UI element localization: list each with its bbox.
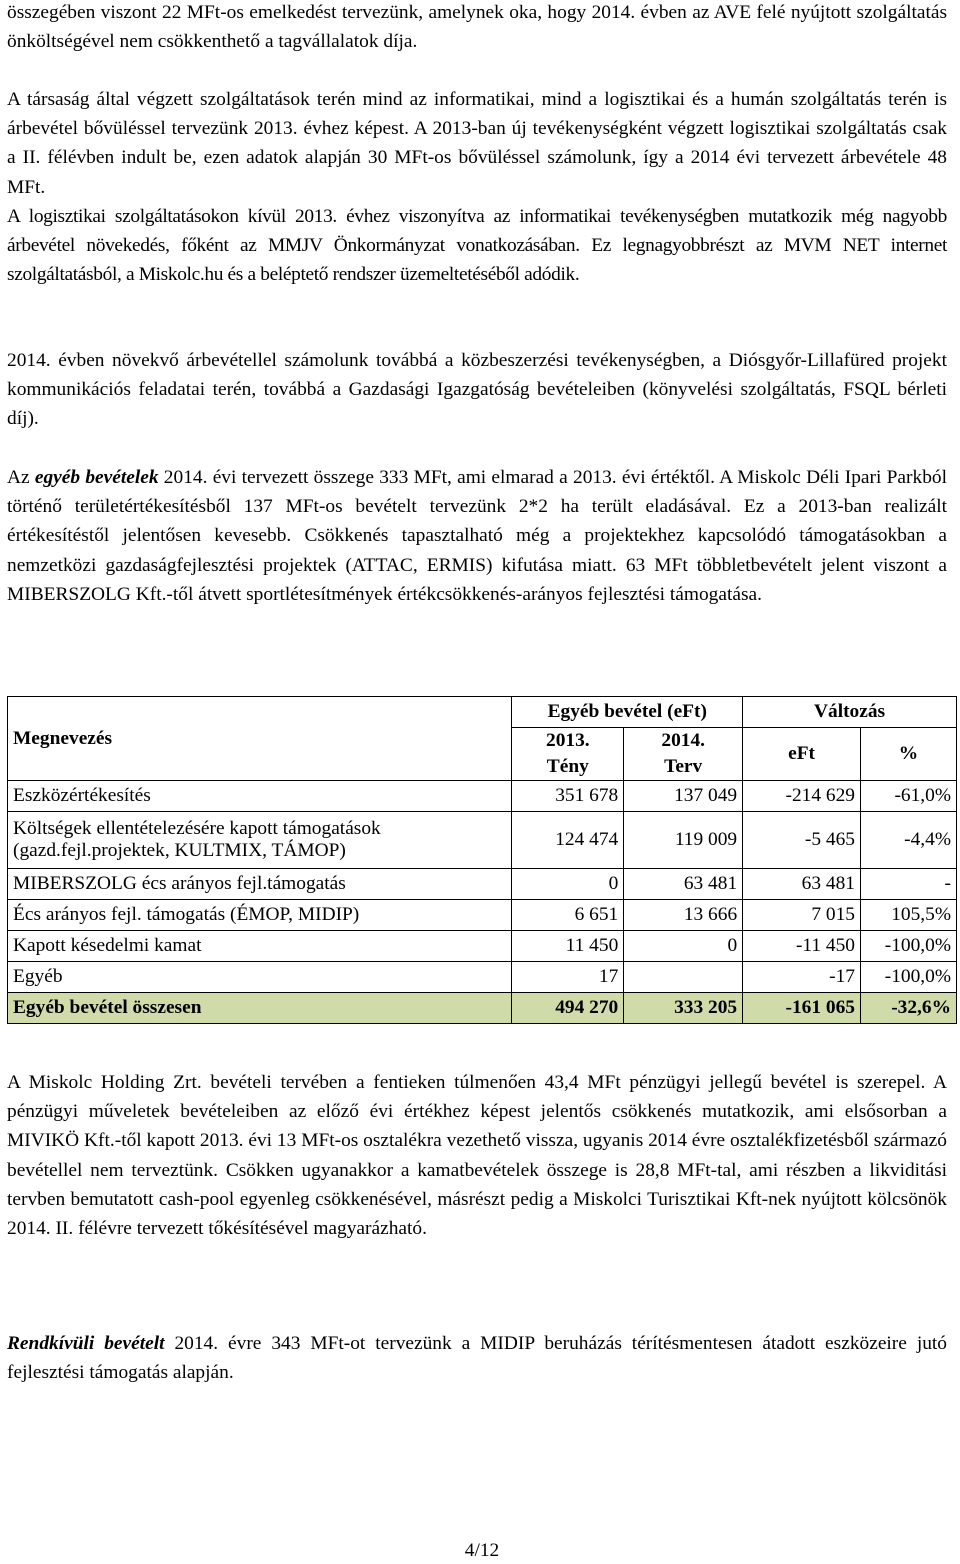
other-income-text: 2014. évi tervezett összege 333 MFt, ami elmarad a 2013. évi értéktől. A Miskolc Déli Ipari Parkból történő területértékesítésből 137 MFt-os bevételt tervezünk 2*2 ha terült eladásával. Ez a 2013-ban realizált értékesítéstől jelentősen kevesebb. Csökkenés tapasztalható még a projektekhez kapcsolódó támogatásokban a nemzetközi gazdaságfejlesztési projektek (ATTAC, ERMIS) kifutása miatt. 63 MFt többletbevételt jelent viszont a MIBERSZOLG Kft.-től átvett sportlétesítmények értékcsökkenés-arányos fejlesztési támogatása. <box>7 467 947 605</box>
paragraph-extraordinary-income <box>7 1329 947 1387</box>
row-pct: -100,0% <box>861 931 957 962</box>
total-2013: 494 270 <box>512 993 624 1024</box>
row-name: Költségek ellentételezésére kapott támogatások (gazd.fejl.projektek, KULTMIX, TÁMOP) <box>8 812 512 869</box>
row-name: Egyéb <box>8 962 512 993</box>
row-pct: -100,0% <box>861 962 957 993</box>
row-name: Écs arányos fejl. támogatás (ÉMOP, MIDIP) <box>8 900 512 931</box>
row-name: Kapott késedelmi kamat <box>8 931 512 962</box>
total-diff: -161 065 <box>743 993 861 1024</box>
row-name: MIBERSZOLG écs arányos fejl.támogatás <box>8 869 512 900</box>
table-row <box>8 781 957 812</box>
row-name: Eszközértékesítés <box>8 781 512 812</box>
total-2014: 333 205 <box>624 993 743 1024</box>
other-income-table <box>7 696 957 1024</box>
header-pct: % <box>861 728 957 781</box>
row-value-2014: 13 666 <box>624 900 743 931</box>
total-pct: -32,6% <box>861 993 957 1024</box>
table-row <box>8 812 957 869</box>
header-name: Megnevezés <box>8 697 512 781</box>
row-diff: -5 465 <box>743 812 861 869</box>
paragraph-procurement: 2014. évben növekvő árbevétellel számolunk továbbá a közbeszerzési tevékenységben, a Diósgyőr-Lillafüred projekt kommunikációs feladatai terén, továbbá a Gazdasági Igazgatóság bevételeiben (könyvelési szolgáltatás, FSQL bérleti díj). <box>7 350 947 430</box>
paragraph-services <box>7 85 947 289</box>
table-row-total <box>8 993 957 1024</box>
page-number: 4/12 <box>464 1540 500 1561</box>
row-value-2013: 351 678 <box>512 781 624 812</box>
row-diff: -214 629 <box>743 781 861 812</box>
header-year-2013: 2013. <box>512 728 624 755</box>
row-value-2014: 0 <box>624 931 743 962</box>
other-income-lead: Az <box>7 467 35 488</box>
row-value-2013: 17 <box>512 962 624 993</box>
row-value-2014: 137 049 <box>624 781 743 812</box>
header-plan: Terv <box>624 754 743 781</box>
header-actual: Tény <box>512 754 624 781</box>
paragraph-ave-service: összegében viszont 22 MFt-os emelkedést tervezünk, amelynek oka, hogy 2014. évben az AVE felé nyújtott szolgáltatás önköltségével nem csökkenthető a tagvállalatok díja. <box>7 2 947 53</box>
table-row <box>8 869 957 900</box>
table-row <box>8 962 957 993</box>
row-value-2014 <box>624 962 743 993</box>
table-row <box>8 900 957 931</box>
header-eft: eFt <box>743 728 861 781</box>
other-income-term: egyéb bevételek <box>34 467 159 488</box>
row-diff: -17 <box>743 962 861 993</box>
extraordinary-income-text: 2014. évre 343 MFt-ot tervezünk a MIDIP beruházás térítésmentesen átadott eszközeire jutó fejlesztési támogatás alapján. <box>7 1333 947 1384</box>
paragraph-services-it: A logisztikai szolgáltatásokon kívül 2013. évhez viszonyítva az informatikai tevékenységben mutatkozik még nagyobb árbevétel növekedés, főként az MMJV Önkormányzat vonatkozásában. Ez legnagyobbrészt az MVM NET internet szolgáltatásból, a Miskolc.hu és a beléptető rendszer üzemeltetéséből adódik. <box>7 205 947 286</box>
paragraph-financial-income: A Miskolc Holding Zrt. bevételi tervében a fentieken túlmenően 43,4 MFt pénzügyi jellegű bevétel is szerepel. A pénzügyi műveletek bevételeiben az előző évi értékhez képest jelentős csökkenés mutatkozik, ami elsősorban a MIVIKÖ Kft.-től kapott 2013. évi 13 MFt-os osztalékra vezethető vissza, ugyanis 2014 évre osztalékfizetésből származó bevétellel nem terveztünk. Csökken ugyanakkor a kamatbevételek összege is 28,8 MFt-tal, ami részben a likviditási tervben bemutatott cash-pool egyenleg csökkenésével, másrészt pedig a Miskolci Turisztikai Kft-nek nyújtott kölcsönök 2014. II. félévre tervezett tőkésítésével magyarázható. <box>7 1072 947 1240</box>
header-change-group: Változás <box>743 697 957 728</box>
header-year-2014: 2014. <box>624 728 743 755</box>
row-value-2014: 119 009 <box>624 812 743 869</box>
table-row <box>8 931 957 962</box>
row-value-2013: 0 <box>512 869 624 900</box>
row-diff: 63 481 <box>743 869 861 900</box>
row-value-2014: 63 481 <box>624 869 743 900</box>
row-pct: -61,0% <box>861 781 957 812</box>
total-name: Egyéb bevétel összesen <box>8 993 512 1024</box>
row-pct: -4,4% <box>861 812 957 869</box>
row-diff: 7 015 <box>743 900 861 931</box>
row-value-2013: 124 474 <box>512 812 624 869</box>
paragraph-services-logistics: A társaság által végzett szolgáltatások terén mind az informatikai, mind a logisztikai és a humán szolgáltatás terén is árbevétel bővüléssel tervezünk 2013. évhez képest. A 2013-ban új tevékenységként végzett logisztikai szolgáltatás csak a II. félévben indult be, ezen adatok alapján 30 MFt-os bővüléssel számolunk, így a 2014 évi tervezett árbevétele 48 MFt. <box>7 89 947 198</box>
paragraph-other-income <box>7 463 947 609</box>
row-pct: 105,5% <box>861 900 957 931</box>
row-value-2013: 11 450 <box>512 931 624 962</box>
header-revenue-group: Egyéb bevétel (eFt) <box>512 697 743 728</box>
extraordinary-income-term: Rendkívüli bevételt <box>7 1333 165 1354</box>
row-diff: -11 450 <box>743 931 861 962</box>
row-pct: - <box>861 869 957 900</box>
table-body <box>8 781 957 993</box>
row-value-2013: 6 651 <box>512 900 624 931</box>
